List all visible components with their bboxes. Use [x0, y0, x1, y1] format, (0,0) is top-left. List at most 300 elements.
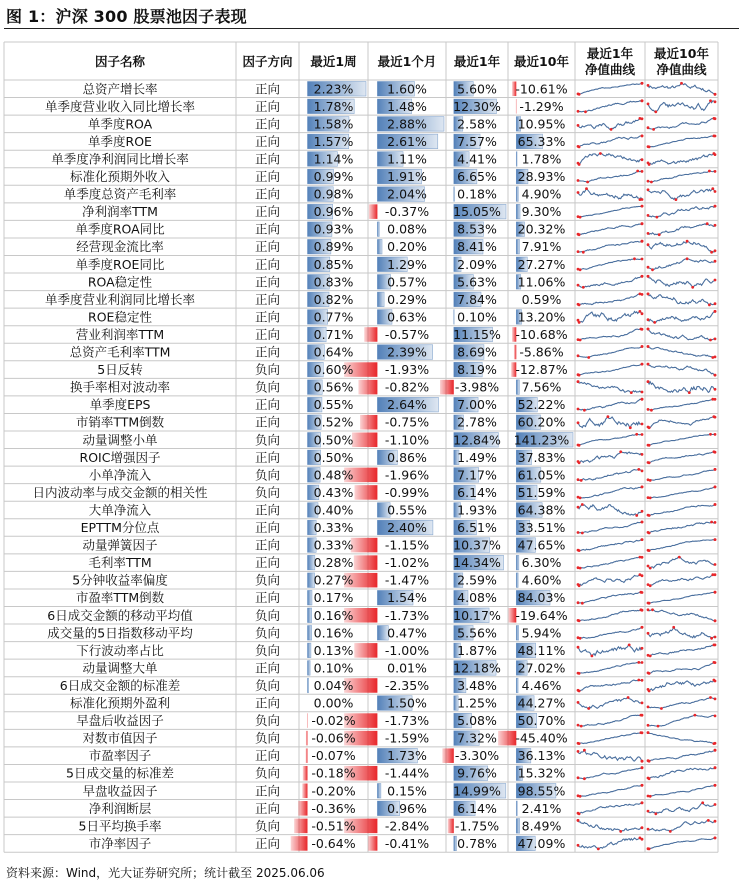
sparkline-1y	[578, 329, 642, 340]
value-week: 0.27%	[313, 572, 354, 588]
value-year: -1.75%	[454, 818, 500, 834]
sparkline-1y-marker	[635, 514, 638, 517]
factor-direction: 正向	[254, 326, 281, 342]
sparkline-1y-marker	[641, 117, 644, 120]
factor-direction: 正向	[254, 783, 281, 799]
sparkline-10y	[648, 715, 715, 726]
value-month: -1.02%	[384, 555, 430, 571]
sparkline-10y-marker	[660, 707, 663, 710]
sparkline-10y-marker	[714, 749, 717, 752]
sparkline-10y-marker	[688, 391, 691, 394]
factor-direction: 正向	[254, 81, 281, 97]
bar-week	[308, 643, 311, 658]
value-year: 0.18%	[457, 186, 497, 202]
factor-name: 营业利润率TTM	[75, 326, 165, 342]
value-week: 0.33%	[313, 537, 354, 553]
factor-direction: 正向	[254, 344, 281, 360]
sparkline-10y-marker	[647, 328, 650, 331]
bar-decade	[516, 555, 519, 570]
factor-direction: 负向	[254, 625, 281, 641]
sparkline-1y-marker	[586, 181, 589, 184]
sparkline-10y-marker	[714, 153, 717, 156]
sparkline-10y	[648, 452, 715, 463]
sparkline-10y-marker	[709, 99, 712, 102]
sparkline-10y-marker	[707, 819, 710, 822]
sparkline-1y	[578, 557, 642, 568]
sparkline-10y-marker	[714, 680, 717, 683]
sparkline-10y-marker	[647, 84, 650, 87]
sparkline-10y	[648, 785, 715, 796]
value-year: 5.08%	[457, 713, 497, 729]
sparkline-1y	[578, 276, 642, 287]
sparkline-10y-marker	[714, 837, 717, 840]
sparkline-1y-marker	[636, 170, 639, 173]
value-decade: 141.23%	[513, 432, 570, 448]
sparkline-1y-marker	[641, 826, 644, 829]
sparkline-1y	[578, 434, 642, 445]
sparkline-10y-marker	[708, 170, 711, 173]
sparkline-1y	[578, 785, 642, 796]
sparkline-10y-marker	[653, 321, 656, 324]
sparkline-10y-marker	[709, 339, 712, 342]
bar-month	[358, 380, 377, 395]
factor-direction: 正向	[254, 502, 281, 518]
sparkline-1y-marker	[641, 240, 644, 243]
sparkline-10y-marker	[714, 619, 717, 622]
sparkline-10y-marker	[714, 742, 717, 745]
sparkline-10y	[648, 627, 715, 638]
sparkline-1y	[578, 241, 642, 252]
factor-direction: 正向	[254, 695, 281, 711]
sparkline-1y	[578, 452, 642, 463]
factor-name: 单季度ROA同比	[75, 221, 165, 237]
factor-direction: 正向	[254, 414, 281, 430]
sparkline-1y-marker	[641, 275, 644, 278]
sparkline-1y	[578, 540, 642, 551]
value-week: 0.82%	[313, 291, 354, 307]
sparkline-10y	[648, 522, 715, 533]
sparkline-10y-marker	[647, 608, 650, 611]
sparkline-1y	[578, 662, 642, 673]
sparkline-10y-marker	[711, 187, 714, 190]
sparkline-1y-marker	[577, 408, 580, 411]
value-decade: 7.56%	[521, 379, 562, 395]
sparkline-10y-marker	[678, 556, 681, 559]
value-decade: 10.95%	[517, 116, 566, 132]
value-month: -1.93%	[384, 362, 430, 378]
bar-decade	[516, 801, 517, 816]
factor-direction: 正向	[254, 116, 281, 132]
sparkline-1y	[578, 311, 642, 322]
factor-name: 大单净流入	[88, 502, 152, 518]
value-year: 10.17%	[453, 607, 501, 623]
sparkline-1y	[578, 698, 642, 709]
value-year: 5.60%	[457, 81, 497, 97]
sparkline-1y-marker	[641, 510, 644, 513]
value-month: 2.61%	[387, 133, 427, 149]
sparkline-1y-marker	[578, 619, 581, 622]
factor-name: 单季度ROE	[88, 133, 152, 149]
sparkline-10y-marker	[709, 696, 712, 699]
sparkline-1y-marker	[577, 724, 580, 727]
value-year: 8.41%	[457, 239, 497, 255]
bar-week	[302, 784, 307, 799]
sparkline-10y	[648, 171, 715, 182]
factor-direction: 负向	[254, 677, 281, 693]
sparkline-1y	[578, 469, 642, 480]
sparkline-1y-marker	[578, 304, 581, 307]
sparkline-1y-marker	[635, 433, 638, 436]
factor-name: 单季度营业收入同比增长率	[44, 98, 196, 114]
factor-name: 净利润断层	[88, 800, 152, 816]
sparkline-10y-marker	[714, 249, 717, 252]
value-month: -1.73%	[384, 607, 430, 623]
sparkline-10y-marker	[714, 100, 717, 103]
bar-week	[308, 661, 311, 676]
value-week: 0.71%	[313, 326, 354, 342]
factor-name: 市盈率因子	[88, 748, 152, 764]
bar-week	[298, 801, 307, 816]
value-decade: 9.30%	[521, 204, 562, 220]
bar-month	[352, 433, 377, 448]
sparkline-10y-marker	[647, 103, 650, 106]
sparkline-10y-marker	[647, 380, 650, 383]
sparkline-1y-marker	[587, 356, 590, 359]
bar-decade	[516, 819, 519, 834]
value-decade: -1.29%	[519, 98, 564, 114]
factor-name: 动量调整小单	[82, 432, 158, 448]
value-month: -1.47%	[384, 572, 430, 588]
factor-name: 动量弹簧因子	[82, 537, 158, 553]
value-month: 0.55%	[387, 502, 427, 518]
value-week: 0.55%	[313, 397, 354, 413]
value-decade: 8.49%	[521, 818, 562, 834]
sparkline-1y-marker	[578, 812, 581, 815]
column-header: 最近10年	[654, 46, 709, 61]
sparkline-10y-marker	[647, 363, 650, 366]
value-decade: 48.11%	[517, 642, 566, 658]
sparkline-10y	[648, 101, 715, 112]
sparkline-1y-marker	[577, 478, 580, 481]
sparkline-10y-marker	[649, 567, 652, 570]
value-week: 0.52%	[313, 414, 354, 430]
sparkline-1y-marker	[582, 286, 585, 289]
factor-name: 小单净流入	[88, 467, 152, 483]
sparkline-10y-marker	[648, 690, 651, 693]
sparkline-10y-marker	[647, 188, 650, 191]
sparkline-10y-marker	[714, 117, 717, 120]
value-month: 1.73%	[387, 748, 427, 764]
bar-month	[354, 643, 377, 658]
factor-direction: 正向	[254, 221, 281, 237]
column-header: 因子方向	[242, 54, 293, 69]
sparkline-1y	[578, 259, 642, 270]
sparkline-10y-marker	[647, 214, 650, 217]
factor-direction: 正向	[254, 151, 281, 167]
sparkline-10y-marker	[657, 725, 660, 728]
sparkline-1y	[578, 206, 642, 217]
sparkline-1y-marker	[637, 468, 640, 471]
sparkline-10y-marker	[714, 503, 717, 506]
sparkline-1y	[578, 768, 642, 779]
value-decade: 7.91%	[521, 239, 562, 255]
sparkline-10y	[648, 645, 715, 656]
bar-month	[351, 538, 378, 553]
bar-week	[307, 713, 308, 728]
value-week: 1.14%	[313, 151, 354, 167]
factor-direction: 负向	[254, 730, 281, 746]
sparkline-10y	[648, 469, 715, 480]
column-header: 最近10年	[514, 54, 569, 69]
sparkline-1y	[578, 154, 642, 165]
sparkline-1y-marker	[641, 82, 644, 85]
sparkline-10y-marker	[714, 521, 717, 524]
value-week: 0.99%	[313, 169, 354, 185]
value-year: 6.51%	[457, 520, 497, 536]
sparkline-1y-marker	[579, 567, 582, 570]
sparkline-10y-marker	[672, 626, 675, 629]
value-decade: 61.05%	[517, 467, 566, 483]
bar-year	[454, 187, 455, 202]
value-decade: 60.20%	[517, 414, 566, 430]
value-year: 4.41%	[457, 151, 497, 167]
sparkline-1y-marker	[641, 647, 644, 650]
sparkline-1y-marker	[581, 602, 584, 605]
sparkline-1y-marker	[610, 128, 613, 131]
sparkline-10y	[648, 505, 715, 516]
sparkline-1y-marker	[577, 531, 580, 534]
bar-month	[377, 222, 379, 237]
bar-decade	[516, 152, 517, 167]
sparkline-10y	[648, 364, 715, 375]
value-week: 1.57%	[313, 133, 354, 149]
sparkline-1y-marker	[597, 848, 600, 851]
value-year: 5.63%	[457, 274, 497, 290]
value-decade: 1.78%	[521, 151, 562, 167]
sparkline-1y-marker	[577, 250, 580, 253]
value-month: 1.48%	[387, 98, 427, 114]
factor-direction: 负向	[254, 642, 281, 658]
sparkline-10y	[648, 224, 715, 235]
sparkline-1y-marker	[583, 777, 586, 780]
sparkline-1y-marker	[641, 702, 644, 705]
sparkline-10y-marker	[714, 698, 717, 701]
sparkline-10y-marker	[714, 416, 717, 419]
sparkline-10y-marker	[647, 293, 650, 296]
factor-name: 标准化预期外收入	[69, 169, 171, 185]
sparkline-1y-marker	[583, 749, 586, 752]
value-week: 0.93%	[313, 221, 354, 237]
sparkline-10y-marker	[648, 602, 651, 605]
value-decade: 52.22%	[517, 397, 566, 413]
factor-direction: 负向	[254, 713, 281, 729]
sparkline-1y-marker	[578, 444, 581, 447]
sparkline-1y	[578, 364, 642, 375]
sparkline-10y-marker	[706, 222, 709, 225]
factor-name: 市盈率TTM倒数	[75, 590, 165, 606]
value-month: -0.41%	[384, 835, 430, 851]
column-header: 最近1年	[453, 54, 501, 69]
value-week: 0.17%	[313, 590, 354, 606]
sparkline-10y-marker	[647, 275, 650, 278]
sparkline-10y-marker	[648, 514, 651, 517]
factor-direction: 负向	[254, 765, 281, 781]
value-decade: 5.94%	[521, 625, 562, 641]
sparkline-1y-marker	[641, 731, 644, 734]
bar-week	[303, 766, 308, 781]
value-year: 2.59%	[457, 572, 497, 588]
sparkline-1y	[578, 820, 642, 831]
value-year: 2.58%	[457, 116, 497, 132]
sparkline-10y-marker	[649, 795, 652, 798]
value-decade: 50.70%	[517, 713, 566, 729]
value-decade: 2.41%	[521, 800, 562, 816]
sparkline-10y-marker	[714, 766, 717, 769]
bar-week	[294, 819, 307, 834]
value-decade: 4.46%	[521, 677, 562, 693]
sparkline-10y-marker	[691, 286, 694, 289]
factor-name: 单季度ROE同比	[75, 256, 165, 272]
sparkline-1y-marker	[641, 205, 644, 208]
value-decade: 44.27%	[517, 695, 566, 711]
factor-name: 对数市值因子	[82, 730, 158, 746]
bar-week	[306, 731, 308, 746]
sparkline-10y-marker	[680, 82, 683, 85]
sparkline-1y-marker	[641, 433, 644, 436]
value-year: 2.09%	[457, 256, 497, 272]
sparkline-1y	[578, 417, 642, 428]
sparkline-1y-marker	[583, 409, 586, 412]
sparkline-10y-marker	[647, 126, 650, 129]
value-week: 0.98%	[313, 186, 354, 202]
value-month: -0.57%	[384, 326, 430, 342]
sparkline-10y-marker	[714, 170, 717, 173]
value-week: 0.40%	[313, 502, 354, 518]
value-week: 0.16%	[313, 625, 354, 641]
factor-direction: 负向	[254, 362, 281, 378]
bar-week	[306, 748, 308, 763]
sparkline-10y	[648, 610, 715, 621]
sparkline-10y-marker	[647, 731, 650, 734]
sparkline-10y-marker	[648, 426, 651, 429]
sparkline-10y-marker	[654, 812, 657, 815]
sparkline-10y	[648, 347, 715, 358]
sparkline-10y	[648, 838, 715, 849]
sparkline-10y-marker	[649, 497, 652, 500]
value-month: -2.84%	[384, 818, 430, 834]
value-year: 5.56%	[457, 625, 497, 641]
sparkline-10y-marker	[686, 257, 689, 260]
sparkline-10y-marker	[714, 224, 717, 227]
sparkline-10y	[648, 83, 715, 94]
value-month: -1.73%	[384, 713, 430, 729]
bar-year	[442, 748, 453, 763]
sparkline-10y	[648, 733, 715, 744]
sparkline-10y	[648, 820, 715, 831]
factor-direction: 正向	[254, 291, 281, 307]
bar-month	[377, 239, 382, 254]
value-year: 4.08%	[457, 590, 497, 606]
sparkline-10y	[648, 276, 715, 287]
factor-direction: 正向	[254, 309, 281, 325]
source-footnote: 资料来源：Wind，光大证券研究所；统计截至 2025.06.06	[6, 866, 325, 880]
factor-name: 经营现金流比率	[76, 239, 164, 255]
value-week: -0.02%	[311, 713, 356, 729]
value-decade: -19.64%	[515, 607, 568, 623]
bar-decade	[514, 345, 516, 360]
factor-direction: 负向	[254, 818, 281, 834]
factor-name: 6日成交金额的标准差	[59, 677, 181, 693]
sparkline-1y-marker	[619, 830, 622, 833]
value-decade: 4.60%	[521, 572, 562, 588]
sparkline-10y-marker	[648, 461, 651, 464]
value-month: 1.91%	[387, 169, 427, 185]
value-decade: 36.13%	[517, 748, 566, 764]
bar-year	[454, 836, 457, 851]
sparkline-1y-marker	[578, 742, 581, 745]
sparkline-1y-marker	[580, 725, 583, 728]
value-month: -0.82%	[384, 379, 430, 395]
sparkline-1y-marker	[641, 398, 644, 401]
bar-decade	[516, 204, 520, 219]
sparkline-1y	[578, 645, 642, 656]
sparkline-1y-marker	[578, 321, 581, 324]
sparkline-10y-marker	[714, 356, 717, 359]
sparkline-1y-marker	[629, 426, 632, 429]
value-month: 1.54%	[387, 590, 427, 606]
bar-year	[448, 819, 454, 834]
sparkline-10y-marker	[714, 486, 717, 489]
sparkline-1y-marker	[578, 584, 581, 587]
value-year: 12.30%	[453, 98, 501, 114]
value-year: 8.19%	[457, 362, 497, 378]
value-year: 6.65%	[457, 169, 497, 185]
bar-month	[354, 555, 378, 570]
sparkline-1y	[578, 627, 642, 638]
value-year: 3.48%	[457, 677, 497, 693]
sparkline-1y-marker	[577, 646, 580, 649]
sparkline-1y-marker	[587, 707, 590, 710]
sparkline-10y	[648, 698, 715, 709]
sparkline-1y-marker	[641, 328, 644, 331]
sparkline-10y	[648, 118, 715, 129]
value-year: 14.99%	[453, 783, 501, 799]
sparkline-1y-marker	[579, 497, 582, 500]
sparkline-10y-marker	[714, 636, 717, 639]
figure-title: 图 1：沪深 300 股票池因子表现	[6, 7, 247, 26]
sparkline-1y-marker	[577, 601, 580, 604]
value-year: 7.57%	[457, 133, 497, 149]
sparkline-1y-marker	[578, 461, 581, 464]
sparkline-10y	[648, 241, 715, 252]
sparkline-10y-marker	[647, 243, 650, 246]
factor-direction: 正向	[254, 169, 281, 185]
value-month: 0.20%	[387, 239, 427, 255]
sparkline-1y	[578, 136, 642, 147]
value-month: -0.99%	[384, 484, 430, 500]
value-week: -0.07%	[311, 748, 356, 764]
value-decade: 64.38%	[517, 502, 566, 518]
sparkline-1y-marker	[641, 312, 644, 315]
bar-week	[308, 678, 309, 693]
sparkline-1y-marker	[577, 284, 580, 287]
sparkline-1y	[578, 399, 642, 410]
sparkline-1y-marker	[577, 354, 580, 357]
value-decade: -12.87%	[515, 362, 568, 378]
sparkline-10y-marker	[714, 398, 717, 401]
factor-name: 单季度ROA	[87, 116, 153, 132]
sparkline-10y-marker	[714, 374, 717, 377]
